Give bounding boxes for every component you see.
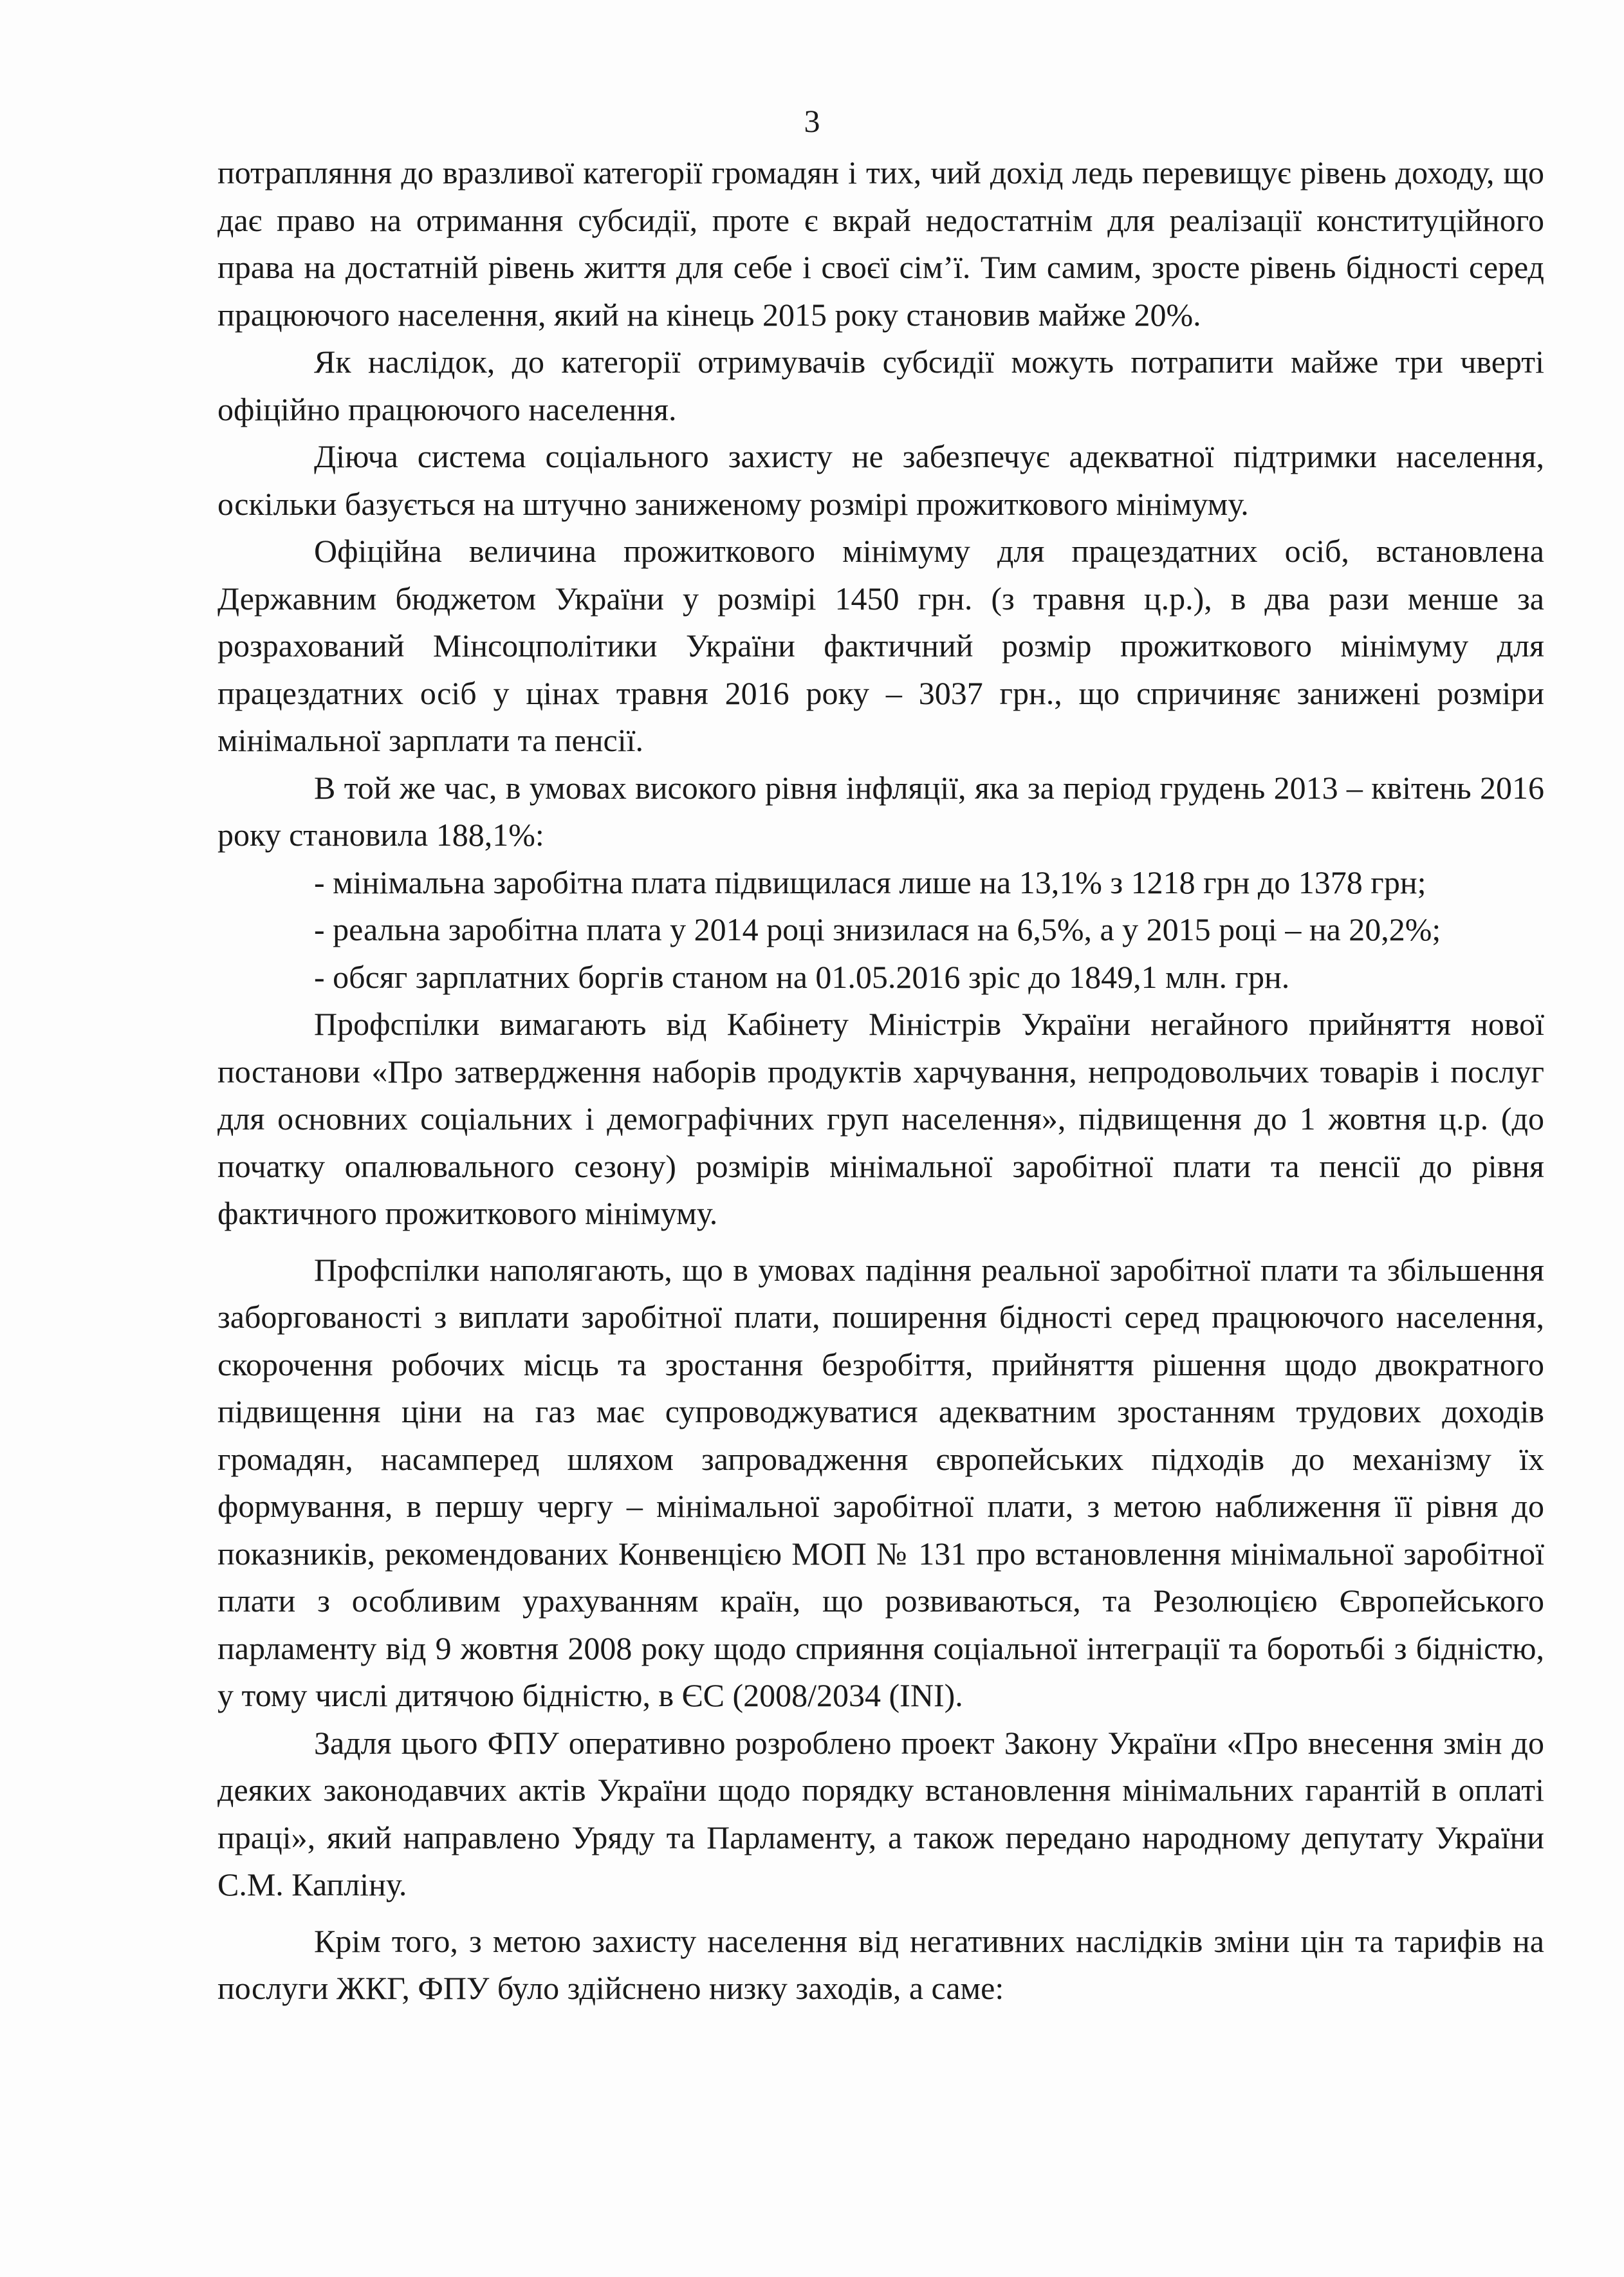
paragraph: Офіційна величина прожиткового мінімуму для працездатних осіб, встановлена Державним бюджетом України у розмірі 1450 грн. (з травня ц.р.), в два рази менше за розрахований Мінсоцполітики України фактичний розмір прожиткового мінімуму для працездатних осіб у цінах травня 2016 року – 3037 грн., що спричиняє занижені розміри мінімальної зарплати та пенсії.: [217, 533, 1544, 758]
page-number: 3: [804, 103, 820, 139]
paragraph: Профспілки наполягають, що в умовах падіння реальної заробітної плати та збільшення заборгованості з виплати заробітної плати, поширення бідності серед працюючого населення, скорочення робочих місць та зростання безробіття, прийняття рішення щодо двократного підвищення ціни на газ має супроводжуватися адекватним зростанням трудових доходів громадян, насамперед шляхом запровадження європейських підходів до механізму їх формування, в першу чергу – мінімальної заробітної плати, з метою наближення її рівня до показників, рекомендованих Конвенцією МОП № 131 про встановлення мінімальної заробітної плати з особливим урахуванням країн, що розвиваються, та Резолюцією Європейського парламенту від 9 жовтня 2008 року щодо сприяння соціальної інтеграції та боротьбі з бідністю, у тому числі дитячою бідністю, в ЄС (2008/2034 (INI).: [217, 1251, 1544, 1713]
paragraph: В той же час, в умовах високого рівня інфляції, яка за період грудень 2013 – квітень 2016 року становила 188,1%:: [217, 769, 1544, 853]
paragraph: Профспілки вимагають від Кабінету Міністрів України негайного прийняття нової постанови «Про затвердження наборів продуктів харчування, непродовольчих товарів і послуг для основних соціальних і демографічних груп населення», підвищення до 1 жовтня ц.р. (до початку опалювального сезону) розмірів мінімальної заробітної плати та пенсії до рівня фактичного прожиткового мінімуму.: [217, 1006, 1544, 1231]
list-item: - реальна заробітна плата у 2014 році знизилася на 6,5%, а у 2015 році – на 20,2%;: [314, 911, 1441, 947]
document-body: [217, 149, 1544, 2012]
list-item: - обсяг зарплатних боргів станом на 01.05.2016 зріс до 1849,1 млн. грн.: [314, 958, 1290, 995]
paragraph: Крім того, з метою захисту населення від негативних наслідків зміни цін та тарифів на послуги ЖКГ, ФПУ було здійснено низку заходів, а саме:: [217, 1922, 1544, 2006]
paragraph: Діюча система соціального захисту не забезпечує адекватної підтримки населення, оскільки базується на штучно заниженому розмірі прожиткового мінімуму.: [217, 438, 1544, 522]
list-item: - мінімальна заробітна плата підвищилася лише на 13,1% з 1218 грн до 1378 грн;: [314, 864, 1426, 900]
paragraph: Як наслідок, до категорії отримувачів субсидії можуть потрапити майже три чверті офіційно працюючого населення.: [217, 344, 1544, 427]
paragraph: Задля цього ФПУ оперативно розроблено проект Закону України «Про внесення змін до деяких законодавчих актів України щодо порядку встановлення мінімальних гарантій в оплаті праці», який направлено Уряду та Парламенту, а також передано народному депутату України С.М. Капліну.: [217, 1724, 1544, 1902]
paragraph-continuation: потрапляння до вразливої категорії громадян і тих, чий дохід ледь перевищує рівень доходу, що дає право на отримання субсидії, проте є вкрай недостатнім для реалізації конституційного права на достатній рівень життя для себе і своєї сім’ї. Тим самим, зросте рівень бідності серед працюючого населення, який на кінець 2015 року становив майже 20%.: [217, 154, 1544, 333]
